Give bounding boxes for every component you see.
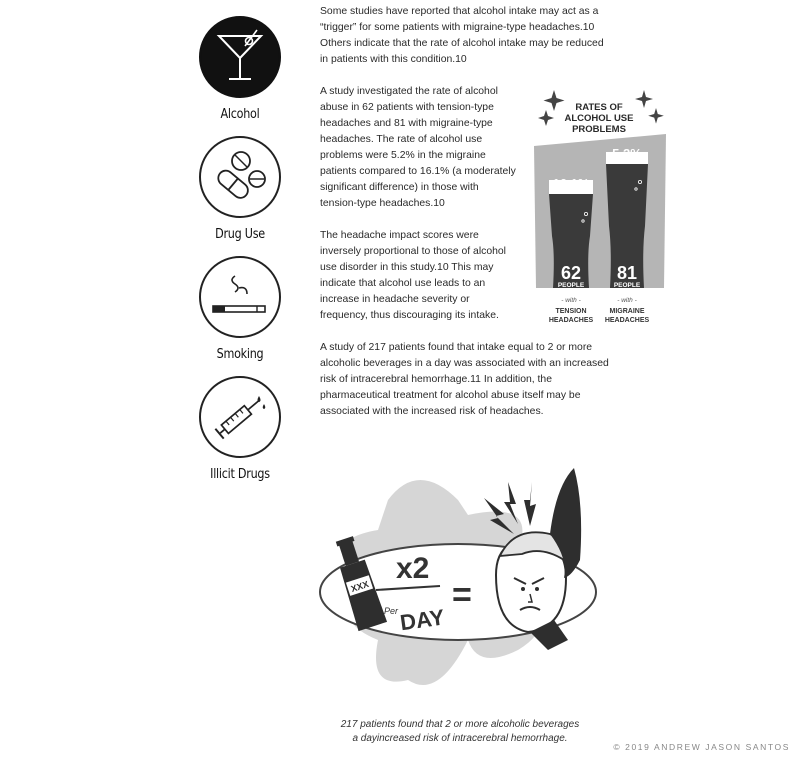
alcohol-headache-illustration xyxy=(318,460,608,700)
cigarette-icon xyxy=(199,256,281,338)
headache-face-icon xyxy=(496,468,581,650)
sparkle-icon xyxy=(544,90,565,111)
caption-line: a dayincreased risk of intracerebral hemorrhage. xyxy=(352,733,568,744)
migraine-unit-label: PEOPLE xyxy=(613,282,641,289)
martini-glass-icon xyxy=(199,16,281,98)
sidebar-item-drug-use xyxy=(199,136,281,242)
multiplier-label: x2 xyxy=(396,552,430,585)
migraine-with-label: - with - xyxy=(617,297,637,304)
sidebar-item-label: Drug Use xyxy=(215,227,265,242)
sparkle-icon xyxy=(635,90,653,108)
infographic-title-line: ALCOHOL USE xyxy=(564,113,634,124)
equals-sign: = xyxy=(452,576,472,614)
migraine-count-label: 81 xyxy=(616,263,638,283)
migraine-group-label: HEADACHES xyxy=(604,317,650,324)
tension-group-label: TENSION xyxy=(555,308,587,315)
copyright-notice: © 2019 ANDREW JASON SANTOS xyxy=(613,742,790,752)
migraine-group-label: MIGRAINE xyxy=(609,308,645,315)
sidebar-item-label: Smoking xyxy=(216,347,264,362)
sidebar-item-alcohol xyxy=(199,16,281,122)
paragraph-impact-scores: The headache impact scores were inversely proportional to those of alcohol use disorder in this study.10 This may indicate that alcohol use leads to an increase in headache severity or frequency, thus discouraging its intake. xyxy=(320,230,506,321)
paragraph-study-rates: A study investigated the rate of alcohol abuse in 62 patients with tension-type headaches and 81 with migraine-type headaches. The rate of alcohol use problems were 5.2% in the migraine patients compared to 16.1% (a moderately significant difference) in those with tension-type headaches.10 xyxy=(320,86,516,209)
per-label: Per xyxy=(384,606,399,616)
alcohol-use-rates-infographic xyxy=(528,86,674,330)
sparkle-icon xyxy=(648,108,664,124)
sparkle-icon xyxy=(538,110,554,126)
sidebar-item-smoking xyxy=(199,256,281,362)
pills-icon xyxy=(199,136,281,218)
sidebar-item-label: Alcohol xyxy=(220,107,260,122)
caption-line: 217 patients found that 2 or more alcoholic beverages xyxy=(340,719,580,730)
infographic-title-line: RATES OF xyxy=(575,102,623,113)
tension-unit-label: PEOPLE xyxy=(557,282,585,289)
day-label: DAY xyxy=(398,604,446,636)
syringe-icon xyxy=(199,376,281,458)
tension-group-label: HEADACHES xyxy=(548,317,594,324)
bottle-label: XXX xyxy=(349,578,370,595)
tension-with-label: - with - xyxy=(561,297,581,304)
infographic-title-line: PROBLEMS xyxy=(572,124,626,135)
sidebar-item-illicit-drugs xyxy=(199,376,281,482)
tension-percent-label: 16.1% xyxy=(552,176,590,191)
migraine-percent-label: 5.2% xyxy=(612,146,642,161)
paragraph-hemorrhage: A study of 217 patients found that intake equal to 2 or more alcoholic beverages in a day was associated with an increased risk of intracerebral hemorrhage.11 In addition, the pharmaceutical treatment for alcohol abuse itself may be associated with the increased risk of headaches. xyxy=(320,342,609,417)
sidebar-item-label: Illicit Drugs xyxy=(210,467,270,482)
lightning-bolt-icon xyxy=(524,482,536,526)
illustration-caption xyxy=(300,718,620,746)
paragraph-trigger: Some studies have reported that alcohol intake may act as a “trigger” for some patients with migraine-type headaches.10 Others indicate that the rate of alcohol intake may be reduced in patients with this condition.10 xyxy=(320,6,604,65)
tension-count-label: 62 xyxy=(560,263,582,283)
